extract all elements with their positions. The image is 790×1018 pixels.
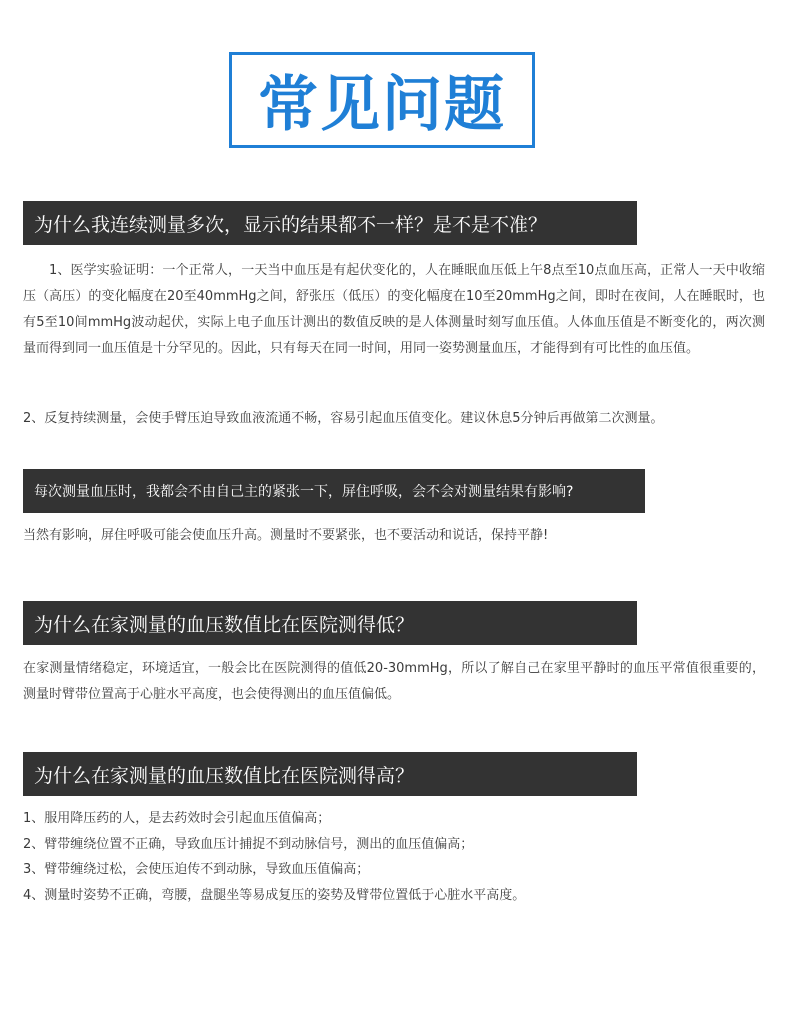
question-text: 为什么在家测量的血压数值比在医院测得高？ xyxy=(34,764,415,787)
list-item: 4、测量时姿势不正确，弯腰，盘腿坐等易成复压的姿势及臂带位置低于心脏水平高度。 xyxy=(23,887,526,903)
question-text: 为什么在家测量的血压数值比在医院测得低？ xyxy=(34,613,415,636)
answer-list xyxy=(23,806,765,908)
answer-paragraph: 1、医学实验证明：一个正常人，一天当中血压是有起伏变化的，人在睡眠血压低上午8点至10点血压高，正常人一天中收缩压（高压）的变化幅度在20至40mmHg之间，舒张压（低压）的变化幅度在10至20mmHg之间，即时在夜间，人在睡眠时，也有5至10间mmHg波动起伏，实际上电子血压计测出的数值反映的是人体测量时刻写血压值。人体血压值是不断变化的，两次测量而得到同一血压值是十分罕见的。因此，只有每天在同一时间，用同一姿势测量血压，才能得到有可比性的血压值。 xyxy=(23,263,765,356)
list-item: 3、臂带缠绕过松，会使压迫传不到动脉，导致血压值偏高； xyxy=(23,862,370,877)
question-header xyxy=(23,752,637,796)
answer-paragraph: 当然有影响，屏住呼吸可能会使血压升高。测量时不要紧张，也不要活动和说话，保持平静! xyxy=(23,528,549,543)
question-text: 每次测量血压时，我都会不由自己主的紧张一下，屏住呼吸，会不会对测量结果有影响? xyxy=(34,484,574,500)
question-text: 为什么我连续测量多次，显示的结果都不一样？是不是不准？ xyxy=(34,213,548,236)
answer-paragraph: 在家测量情绪稳定，环境适宜，一般会比在医院测得的值低20-30mmHg，所以了解自己在家里平静时的血压平常值很重要的，测量时臂带位置高于心脏水平高度，也会使得测出的血压值偏低。 xyxy=(23,661,765,702)
answer-paragraph: 2、反复持续测量，会使手臂压迫导致血液流通不畅，容易引起血压值变化。建议休息5分钟后再做第二次测量。 xyxy=(23,411,664,426)
list-item: 1、服用降压药的人，是去药效时会引起血压值偏高； xyxy=(23,811,331,826)
list-item: 2、臂带缠绕位置不正确，导致血压计捕捉不到动脉信号，测出的血压值偏高； xyxy=(23,836,474,852)
question-header xyxy=(23,469,645,513)
page-title: 常见问题 xyxy=(258,70,506,140)
question-header xyxy=(23,201,637,245)
title-box xyxy=(229,52,535,148)
question-header xyxy=(23,601,637,645)
